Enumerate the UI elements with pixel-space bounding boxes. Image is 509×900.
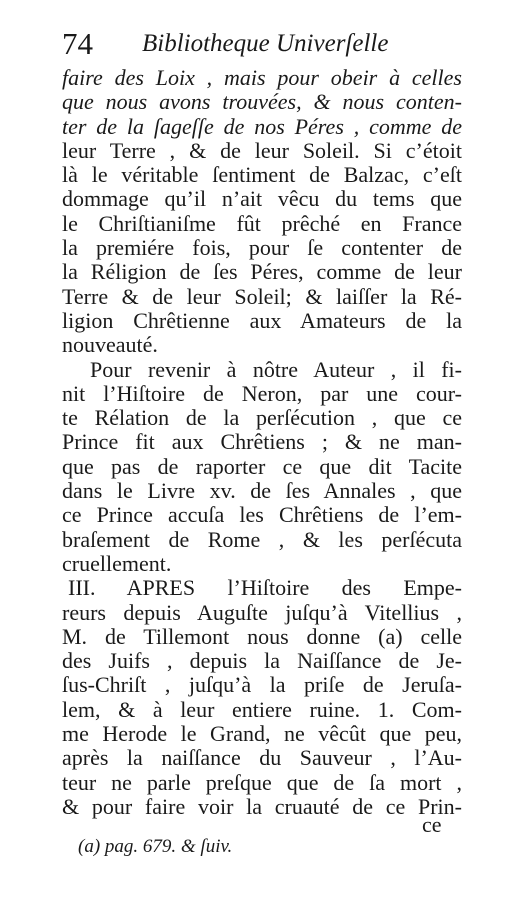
running-head: Bibliotheque Univerſelle xyxy=(142,30,389,57)
text-line: ligion Chrêtienne aux Amateurs de la xyxy=(62,307,462,333)
footnote: (a) pag. 679. & ſuiv. xyxy=(78,836,233,857)
text-line: Pour revenir à nôtre Auteur , il fi- xyxy=(90,356,462,382)
text-line: ſus-Chriſt , juſqu’à la priſe de Jeruſa- xyxy=(62,672,462,698)
text-line: me Herode le Grand, ne vêcût que peu, xyxy=(62,721,462,747)
body-text xyxy=(62,66,462,819)
text-line: que nous avons trouvées, & nous conten- xyxy=(62,89,462,115)
text-line: cruellement. xyxy=(62,550,172,576)
page-number: 74 xyxy=(62,26,93,61)
text-line: te Rélation de la perſécution , que ce xyxy=(62,405,462,431)
text-line: faire des Loix , mais pour obeir à celles xyxy=(62,65,462,90)
text-line: braſement de Rome , & les perſécuta xyxy=(62,526,462,552)
text-line: Terre & de leur Soleil; & laiſſer la Ré- xyxy=(62,283,462,309)
text-line: la Réligion de ſes Péres, comme de leur xyxy=(62,259,462,285)
text-line: ce Prince accuſa les Chrêtiens de l’em- xyxy=(62,502,462,528)
text-line: nit l’Hiſtoire de Neron, par une cour- xyxy=(62,380,462,406)
text-line: ter de la ſageſſe de nos Péres , comme de xyxy=(62,113,462,139)
text-line: des Juifs , depuis la Naiſſance de Je- xyxy=(62,648,462,674)
text-line: Prince fit aux Chrêtiens ; & ne man- xyxy=(62,429,462,455)
text-line: M. de Tillemont nous donne (a) celle xyxy=(62,623,462,649)
text-line: leur Terre , & de leur Soleil. Si c’étoit xyxy=(62,137,462,163)
text-line: après la naiſſance du Sauveur , l’Au- xyxy=(62,745,462,771)
text-line: la premiére fois, pour ſe contenter de xyxy=(62,235,462,261)
text-line: & pour faire voir la cruauté de ce Prin- xyxy=(62,793,462,819)
text-line: III. APRES l’Hiſtoire des Empe- xyxy=(68,575,462,601)
text-line: nouveauté. xyxy=(62,332,158,358)
text-line: dans le Livre xv. de ſes Annales , que xyxy=(62,478,462,504)
text-line: là le véritable ſentiment de Balzac, c’eſt xyxy=(62,162,462,188)
text-line: reurs depuis Auguſte juſqu’à Vitellius , xyxy=(62,599,462,625)
text-line: que pas de raporter ce que dit Tacite xyxy=(62,453,462,479)
text-line: dommage qu’il n’ait vêcu du tems que xyxy=(62,186,462,212)
text-line: lem, & à leur entiere ruine. 1. Com- xyxy=(62,696,462,722)
text-line: le Chriſtianiſme fût prêché en France xyxy=(62,210,462,236)
text-line: teur ne parle preſque que de ſa mort , xyxy=(62,769,462,795)
page-header xyxy=(62,26,462,66)
catchword: ce xyxy=(422,812,442,837)
